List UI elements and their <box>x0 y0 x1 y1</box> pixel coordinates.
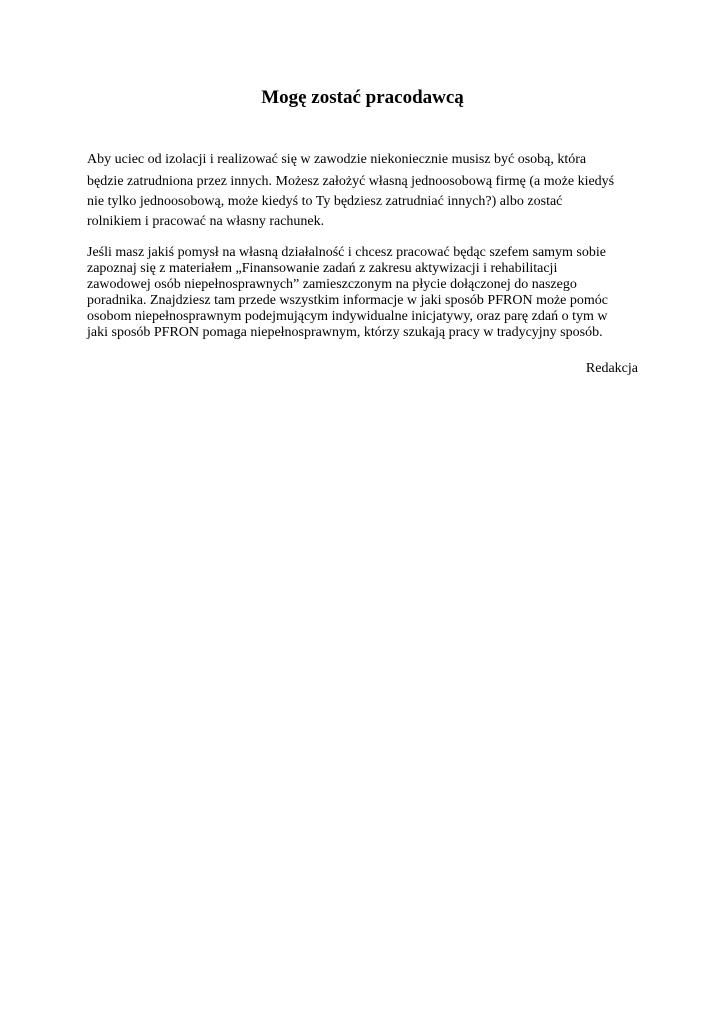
document-title: Mogę zostać pracodawcą <box>261 87 464 108</box>
paragraph-line: rolnikiem i pracować na własny rachunek. <box>87 214 325 229</box>
paragraph-line: zapoznaj się z materiałem „Finansowanie zadań z zakresu aktywizacji i rehabilitacji <box>87 261 558 276</box>
signature: Redakcja <box>585 361 638 376</box>
paragraph-line: jaki sposób PFRON pomaga niepełnosprawnym, którzy szukają pracy w tradycyjny sposób. <box>87 325 603 340</box>
paragraph-line: zawodowej osób niepełnosprawnych” zamieszczonym na płycie dołączonej do naszego <box>87 277 577 292</box>
paragraph-line: poradnika. Znajdziesz tam przede wszystkim informacje w jaki sposób PFRON może pomóc <box>87 293 608 308</box>
paragraph-line: nie tylko jednoosobową, może kiedyś to Ty będziesz zatrudniać innych?) albo zostać <box>87 194 563 209</box>
paragraph-line: Jeśli masz jakiś pomysł na własną działalność i chcesz pracować będąc szefem samym sobie <box>87 245 606 260</box>
paragraph-line: będzie zatrudniona przez innych. Możesz założyć własną jednoosobową firmę (a może kiedyś <box>87 174 615 189</box>
paragraph-line: osobom niepełnosprawnym podejmującym indywidualne inicjatywy, oraz parę zdań o tym w <box>87 309 608 324</box>
paragraph-line: Aby uciec od izolacji i realizować się w zawodzie niekoniecznie musisz być osobą, która <box>87 152 587 167</box>
